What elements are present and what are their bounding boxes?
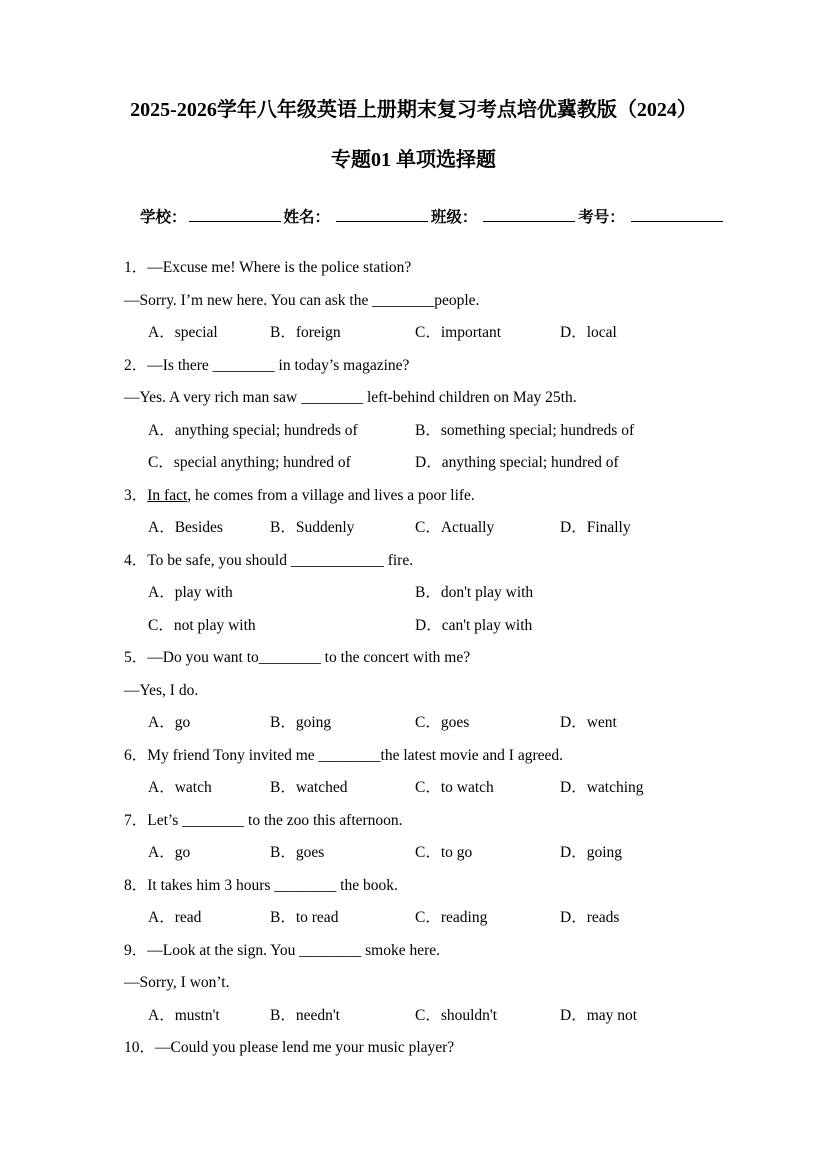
option-D: D．can't play with xyxy=(415,616,533,634)
option-A: A．watch xyxy=(148,779,212,796)
option-D: D．reads xyxy=(560,909,620,926)
question-2 xyxy=(124,350,703,480)
question-10 xyxy=(124,1032,703,1065)
option-B: B．going xyxy=(270,714,332,731)
option-A: A．go xyxy=(148,844,191,861)
option-A: A．Besides xyxy=(148,519,223,536)
question-9-options-row xyxy=(124,1000,703,1033)
question-number: 4． xyxy=(124,551,148,569)
question-9-stem-line-2 xyxy=(124,967,703,1000)
question-8-options-row xyxy=(124,902,703,935)
question-5-stem-line-1 xyxy=(124,642,703,675)
question-4 xyxy=(124,545,703,643)
option-A: A．special xyxy=(148,324,218,341)
option-B: B．to read xyxy=(270,909,339,926)
option-D: D．going xyxy=(560,844,623,861)
stem-text: —Sorry, I won’t. xyxy=(124,974,230,991)
document-subtitle: 专题01 单项选择题 xyxy=(331,149,496,171)
question-7-options-row xyxy=(124,837,703,870)
stem-text: —Excuse me! Where is the police station? xyxy=(147,259,412,276)
option-B: B．watched xyxy=(270,779,348,796)
stem-text: Let’s ________ to the zoo this afternoon. xyxy=(147,811,403,829)
option-B: B．Suddenly xyxy=(270,519,355,536)
option-D: D．went xyxy=(560,714,617,731)
option-A: A．play with xyxy=(148,584,233,601)
stem-text: —Do you want to________ to the concert with me? xyxy=(147,649,471,666)
question-8 xyxy=(124,870,703,935)
stem-text: , he comes from a village and lives a poor life. xyxy=(187,486,475,504)
question-10-stem-line-1 xyxy=(124,1032,703,1065)
question-2-stem-line-2 xyxy=(124,382,703,415)
question-number: 10． xyxy=(124,1039,156,1056)
question-9 xyxy=(124,935,703,1033)
question-number: 5． xyxy=(124,649,148,666)
school-label: 学校： xyxy=(140,209,187,226)
stem-text: My friend Tony invited me ________the latest movie and I agreed. xyxy=(147,746,564,764)
option-C: C．shouldn't xyxy=(415,1006,498,1024)
question-number: 1． xyxy=(124,259,148,276)
question-7 xyxy=(124,805,703,870)
option-B: B．something special; hundreds of xyxy=(415,421,635,439)
question-3-options-row xyxy=(124,512,703,545)
question-1-options-row xyxy=(124,317,703,350)
question-2-options-row xyxy=(124,447,703,480)
question-4-options-row xyxy=(124,610,703,643)
stem-text: —Yes, I do. xyxy=(124,681,199,699)
option-C: C．to watch xyxy=(415,779,494,796)
class-label: 班级： xyxy=(430,209,478,226)
question-6-stem-line-1 xyxy=(124,740,703,773)
question-3 xyxy=(124,480,703,545)
option-A: A．anything special; hundreds of xyxy=(148,421,358,439)
question-7-stem-line-1 xyxy=(124,805,703,838)
class-blank xyxy=(483,207,575,222)
option-C: C．goes xyxy=(415,714,470,731)
stem-text: —Look at the sign. You ________ smoke here. xyxy=(147,941,441,959)
question-4-options-row xyxy=(124,577,703,610)
question-number: 9． xyxy=(124,941,148,959)
stem-text: To be safe, you should ____________ fire. xyxy=(147,551,414,569)
option-B: B．goes xyxy=(270,844,325,861)
option-D: D．may not xyxy=(560,1006,638,1024)
stem-text: —Is there ________ in today’s magazine? xyxy=(147,356,410,374)
school-blank xyxy=(189,207,281,222)
option-D: D．anything special; hundred of xyxy=(415,454,619,471)
question-number: 7． xyxy=(124,811,148,829)
option-A: A．go xyxy=(148,714,191,731)
option-B: B．don't play with xyxy=(415,584,534,601)
stem-text: —Yes. A very rich man saw ________ left-behind children on May 25th. xyxy=(124,389,577,406)
option-A: A．read xyxy=(148,909,202,926)
option-D: D．watching xyxy=(560,779,644,796)
question-6 xyxy=(124,740,703,805)
student-info-line xyxy=(124,204,703,232)
question-1-stem-line-1 xyxy=(124,252,703,285)
option-B: B．needn't xyxy=(270,1006,340,1024)
option-C: C．reading xyxy=(415,909,488,926)
name-blank xyxy=(336,207,428,222)
document-title: 2025-2026学年八年级英语上册期末复习考点培优冀教版（2024） xyxy=(130,99,697,121)
question-number: 3． xyxy=(124,486,148,504)
option-D: D．Finally xyxy=(560,519,631,536)
option-C: C．important xyxy=(415,324,502,341)
option-C: C．Actually xyxy=(415,519,495,536)
question-8-stem-line-1 xyxy=(124,870,703,903)
question-6-options-row xyxy=(124,772,703,805)
question-5-options-row xyxy=(124,707,703,740)
question-4-stem-line-1 xyxy=(124,545,703,578)
question-2-options-row xyxy=(124,415,703,448)
question-number: 2． xyxy=(124,356,148,374)
option-C: C．not play with xyxy=(148,616,256,634)
question-9-stem-line-1 xyxy=(124,935,703,968)
exam-no-blank xyxy=(631,207,723,222)
questions-list xyxy=(124,252,703,1065)
stem-text: —Could you please lend me your music player? xyxy=(155,1039,455,1056)
question-number: 8． xyxy=(124,876,148,894)
option-C: C．to go xyxy=(415,844,473,861)
stem-text: It takes him 3 hours ________ the book. xyxy=(147,876,398,894)
question-number: 6． xyxy=(124,746,148,764)
option-A: A．mustn't xyxy=(148,1006,220,1024)
question-1 xyxy=(124,252,703,350)
option-B: B．foreign xyxy=(270,324,341,341)
option-C: C．special anything; hundred of xyxy=(148,454,351,471)
option-D: D．local xyxy=(560,324,617,341)
underlined-phrase: In fact xyxy=(147,486,188,504)
question-2-stem-line-1 xyxy=(124,350,703,383)
stem-text: —Sorry. I’m new here. You can ask the ________people. xyxy=(124,291,480,309)
question-3-stem-line-1 xyxy=(124,480,703,513)
exam-no-label: 考号： xyxy=(578,209,625,226)
question-5 xyxy=(124,642,703,740)
name-label: 姓名： xyxy=(283,209,331,226)
question-5-stem-line-2 xyxy=(124,675,703,708)
question-1-stem-line-2 xyxy=(124,285,703,318)
